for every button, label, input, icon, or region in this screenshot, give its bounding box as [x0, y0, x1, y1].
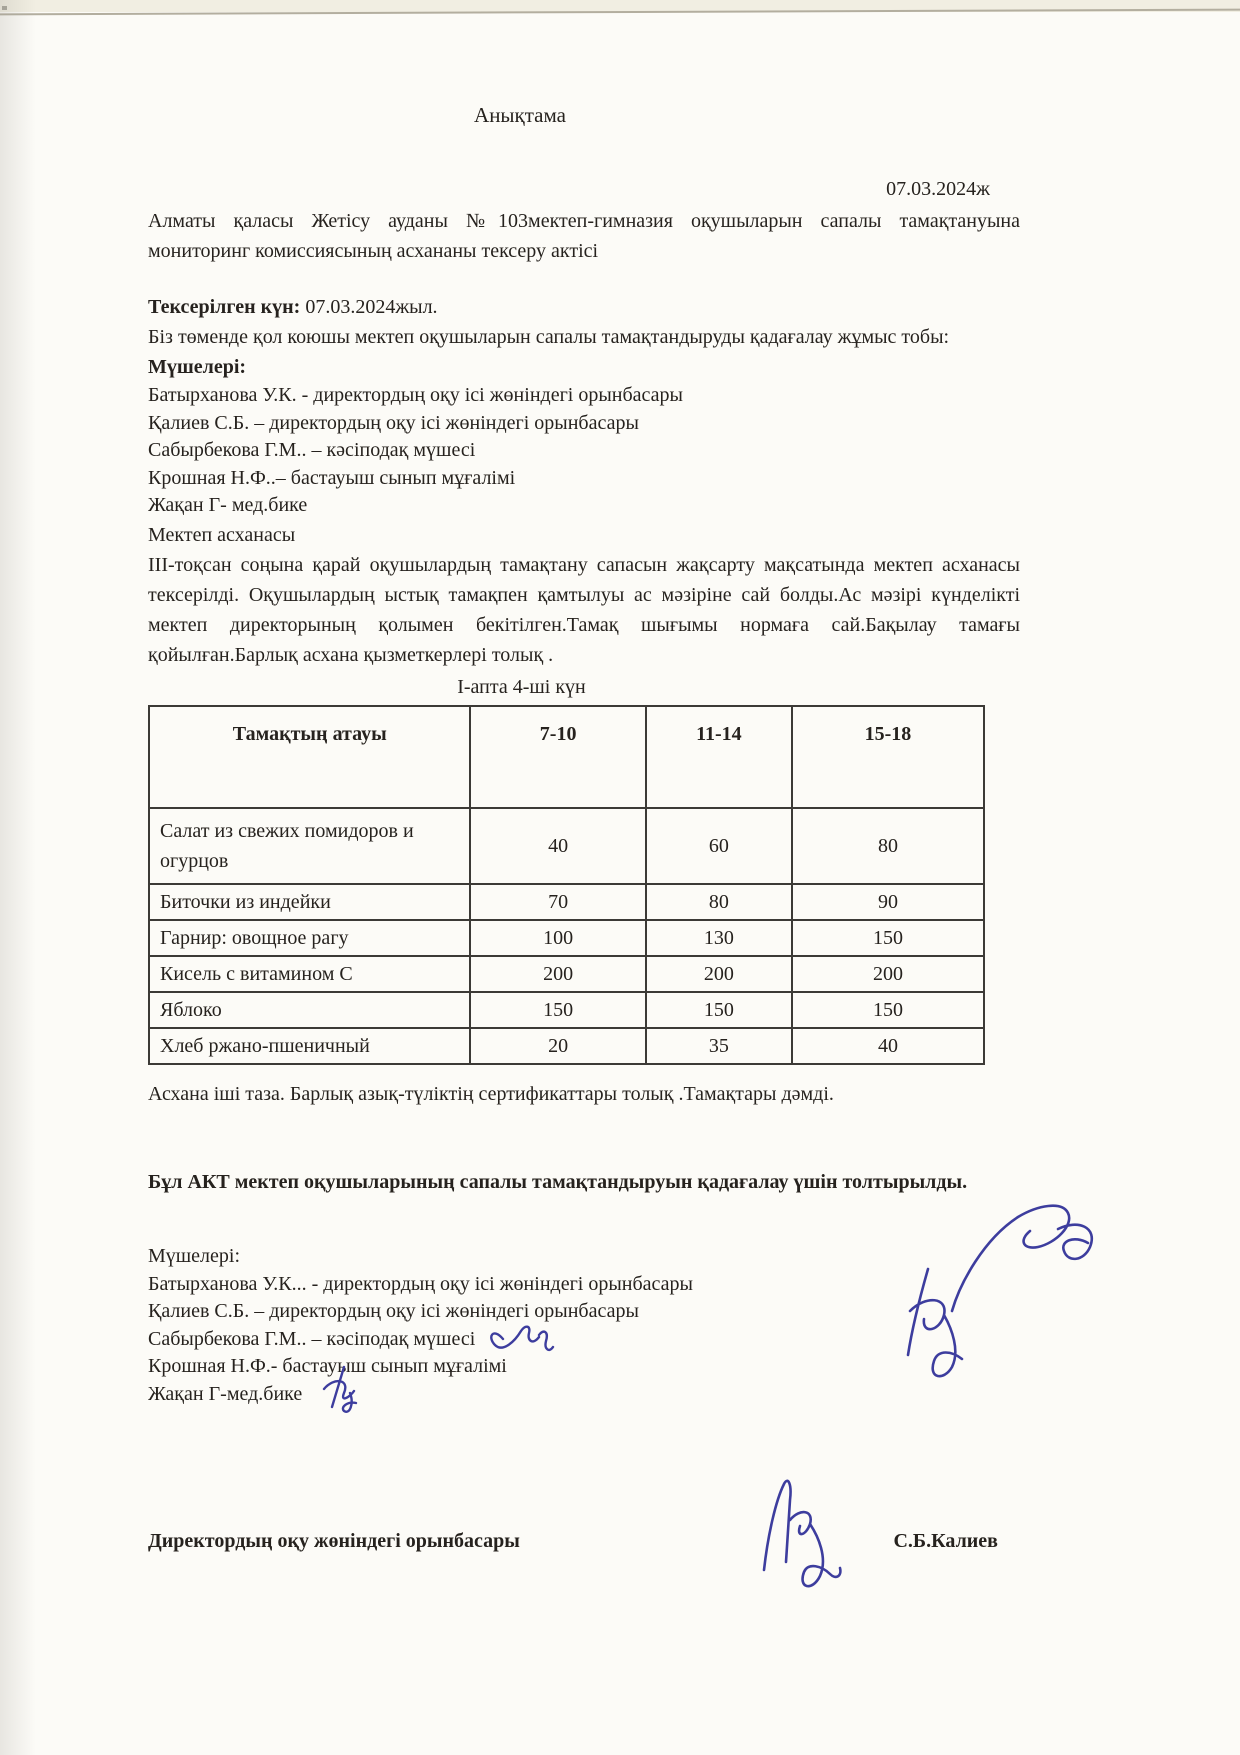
- menu-header-15-18: 15-18: [792, 706, 984, 808]
- dish-name: Кисель с витамином С: [149, 956, 470, 992]
- subject-paragraph: Алматы қаласы Жетісу ауданы №103мектеп-гимназия оқушыларын сапалы тамақтануына мониторинг комиссиясының асхананы тексеру актісі: [148, 210, 1020, 262]
- conclusion-line: Асхана іші таза. Барлық азық-түліктің сертификаттары толық .Тамақтары дәмді.: [148, 1082, 834, 1105]
- portion-7-10: 150: [470, 992, 645, 1028]
- dish-name: Хлеб ржано-пшеничный: [149, 1028, 470, 1064]
- portion-7-10: 70: [470, 884, 645, 920]
- portion-11-14: 80: [646, 884, 792, 920]
- portion-15-18: 150: [792, 920, 984, 956]
- menu-table-header-row: [149, 706, 984, 808]
- footer-position-label: Директордың оқу жөніндегі орынбасары: [148, 1530, 520, 1552]
- working-group-intro: Біз төменде қол коюшы мектеп оқушыларын сапалы тамақтандыруды қадағалау жұмыс тобы:: [148, 326, 950, 348]
- checked-date-label: Тексерілген күн:: [148, 296, 301, 318]
- table-row: [149, 992, 984, 1028]
- portion-11-14: 200: [646, 956, 792, 992]
- signing-member-text: Жақан Г-мед.бике: [148, 1382, 303, 1405]
- signing-member-text: Сабырбекова Г.М.. – кәсіподақ мүшесі: [148, 1327, 476, 1350]
- canteen-label: Мектеп асханасы: [148, 523, 296, 546]
- zhakan-signature: [310, 1363, 374, 1421]
- table-row: [149, 808, 984, 884]
- signing-members-block: [148, 1241, 1020, 1409]
- menu-header-7-10: 7-10: [470, 706, 645, 808]
- dish-name: Биточки из индейки: [149, 884, 470, 920]
- member-item: Крошная Н.Ф..– бастауыш сынып мұғалімі: [148, 466, 516, 489]
- footer-signer-name: С.Б.Калиев: [893, 1530, 998, 1552]
- portion-15-18: 150: [792, 992, 984, 1028]
- checked-date-value: 07.03.2024жыл.: [300, 296, 438, 318]
- director-signature: [748, 1474, 853, 1604]
- members2-heading: Мүшелері:: [148, 1244, 241, 1267]
- menu-table-caption: І-апта 4-ші күн: [457, 675, 586, 698]
- portion-7-10: 40: [470, 808, 645, 884]
- portion-15-18: 90: [792, 884, 984, 920]
- menu-table: [148, 705, 985, 1065]
- portion-11-14: 130: [646, 920, 792, 956]
- signing-member-item: Қалиев С.Б. – директордың оқу ісі жөніндегі орынбасары: [148, 1300, 639, 1322]
- member-item: Сабырбекова Г.М.. – кәсіподақ мүшесі: [148, 439, 476, 461]
- member-item: Батырханова У.К. - директордың оқу ісі жөніндегі орынбасары: [148, 384, 683, 406]
- footer-signature-line: [148, 1526, 1020, 1566]
- menu-header-dish: Тамақтың атауы: [149, 706, 470, 808]
- dish-name: Гарнир: овощное рагу: [149, 920, 470, 956]
- dish-name: Салат из свежих помидоров и огурцов: [149, 808, 470, 884]
- table-row: [149, 920, 984, 956]
- dish-name: Яблоко: [149, 992, 470, 1028]
- menu-header-11-14: 11-14: [646, 706, 792, 808]
- signing-member-item: Батырханова У.К... - директордың оқу ісі жөніндегі орынбасары: [148, 1272, 693, 1295]
- portion-7-10: 20: [470, 1028, 645, 1064]
- portion-7-10: 200: [470, 956, 645, 992]
- table-row: [149, 1028, 984, 1064]
- portion-11-14: 60: [646, 808, 792, 884]
- signing-member-item: [148, 1326, 1020, 1354]
- portion-15-18: 200: [792, 956, 984, 992]
- document-title: Анықтама: [474, 103, 566, 127]
- portion-11-14: 35: [646, 1028, 792, 1064]
- signing-member-item: Крошная Н.Ф.- бастауыш сынып мұғалімі: [148, 1355, 507, 1377]
- members-heading: Мүшелері:: [148, 356, 247, 378]
- table-row: [149, 884, 984, 920]
- portion-15-18: 80: [792, 808, 984, 884]
- inspection-paragraph: ІІІ-тоқсан соңына қарай оқушылардың тамақтану сапасын жақсарту мақсатында мектеп асханасы тексерілді. Оқушылардың ыстық тамақпен қамтылуы ас мәзіріне сай болды.Ас мәзірі күнделікті мектеп директорының қолымен бекітілген.Тамақ шығымы нормаға сай.Бақылау тамағы қойылған.Барлық асхана қызметкерлері толық .: [148, 553, 1020, 666]
- act-purpose-paragraph: Бұл АКТ мектеп оқушыларының сапалы тамақтандыруын қадағалау үшін толтырылды.: [148, 1170, 968, 1193]
- portion-11-14: 150: [646, 992, 792, 1028]
- portion-7-10: 100: [470, 920, 645, 956]
- checked-date-line: [148, 292, 1020, 322]
- table-row: [149, 956, 984, 992]
- document-date: 07.03.2024ж: [886, 178, 990, 200]
- member-item: Жақан Г- мед.бике: [148, 494, 308, 516]
- signing-member-item: [148, 1381, 1020, 1409]
- member-item: Қалиев С.Б. – директордың оқу ісі жөніндегі орынбасары: [148, 411, 639, 434]
- portion-15-18: 40: [792, 1028, 984, 1064]
